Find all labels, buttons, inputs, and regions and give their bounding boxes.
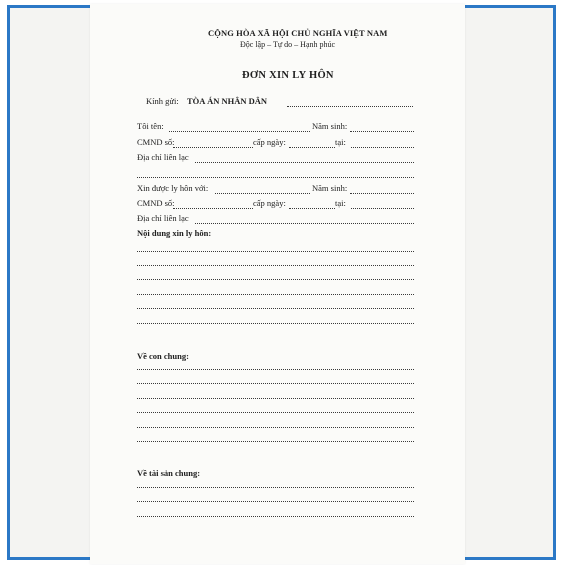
applicant-issue-place-label: tại:	[335, 137, 346, 147]
children-line-3	[137, 398, 414, 399]
respondent-birth-label: Năm sinh:	[312, 183, 348, 193]
children-line-1	[137, 369, 414, 370]
content-line-4	[137, 294, 414, 295]
applicant-id-line	[173, 147, 253, 148]
respondent-issue-date-label: cấp ngày:	[253, 198, 286, 208]
applicant-address-line	[195, 162, 414, 163]
content-line-2	[137, 265, 414, 266]
applicant-birth-line	[350, 131, 414, 132]
children-line-6	[137, 441, 414, 442]
recipient-label: Kính gửi:	[146, 96, 179, 106]
applicant-issue-place-line	[351, 147, 414, 148]
respondent-address-line	[195, 223, 414, 224]
respondent-birth-line	[350, 193, 414, 194]
applicant-address-line-2	[137, 177, 414, 178]
assets-line-3	[137, 516, 414, 517]
document-page	[90, 4, 465, 564]
respondent-issue-date-line	[289, 208, 335, 209]
children-line-2	[137, 383, 414, 384]
content-section-heading: Nội dung xin ly hôn:	[137, 228, 212, 238]
assets-line-1	[137, 487, 414, 488]
respondent-id-label: CMND số:	[137, 198, 175, 208]
respondent-name-line	[215, 193, 310, 194]
applicant-address-label: Địa chỉ liên lạc	[137, 152, 189, 162]
children-line-5	[137, 427, 414, 428]
children-line-4	[137, 412, 414, 413]
children-section-heading: Về con chung:	[137, 351, 189, 361]
content-line-5	[137, 308, 414, 309]
assets-section-heading: Về tài sản chung:	[137, 468, 201, 478]
respondent-issue-place-label: tại:	[335, 198, 346, 208]
assets-line-2	[137, 501, 414, 502]
content-line-3	[137, 279, 414, 280]
applicant-birth-label: Năm sinh:	[312, 121, 348, 131]
applicant-issue-date-line	[289, 147, 335, 148]
applicant-name-label: Tôi tên:	[137, 121, 164, 131]
applicant-issue-date-label: cấp ngày:	[253, 137, 286, 147]
respondent-name-label: Xin được ly hôn với:	[137, 183, 209, 193]
motto-line: Độc lập – Tự do – Hạnh phúc	[240, 40, 336, 49]
respondent-id-line	[173, 208, 253, 209]
applicant-name-line	[169, 131, 310, 132]
content-line-1	[137, 251, 414, 252]
content-line-6	[137, 323, 414, 324]
applicant-id-label: CMND số:	[137, 137, 175, 147]
recipient-fill-line	[287, 106, 413, 107]
recipient-value: TÒA ÁN NHÂN DÂN	[187, 96, 268, 106]
respondent-issue-place-line	[351, 208, 414, 209]
country-heading: CỘNG HÒA XÃ HỘI CHỦ NGHĨA VIỆT NAM	[208, 28, 388, 38]
document-title: ĐƠN XIN LY HÔN	[242, 70, 334, 81]
respondent-address-label: Địa chỉ liên lạc	[137, 213, 189, 223]
